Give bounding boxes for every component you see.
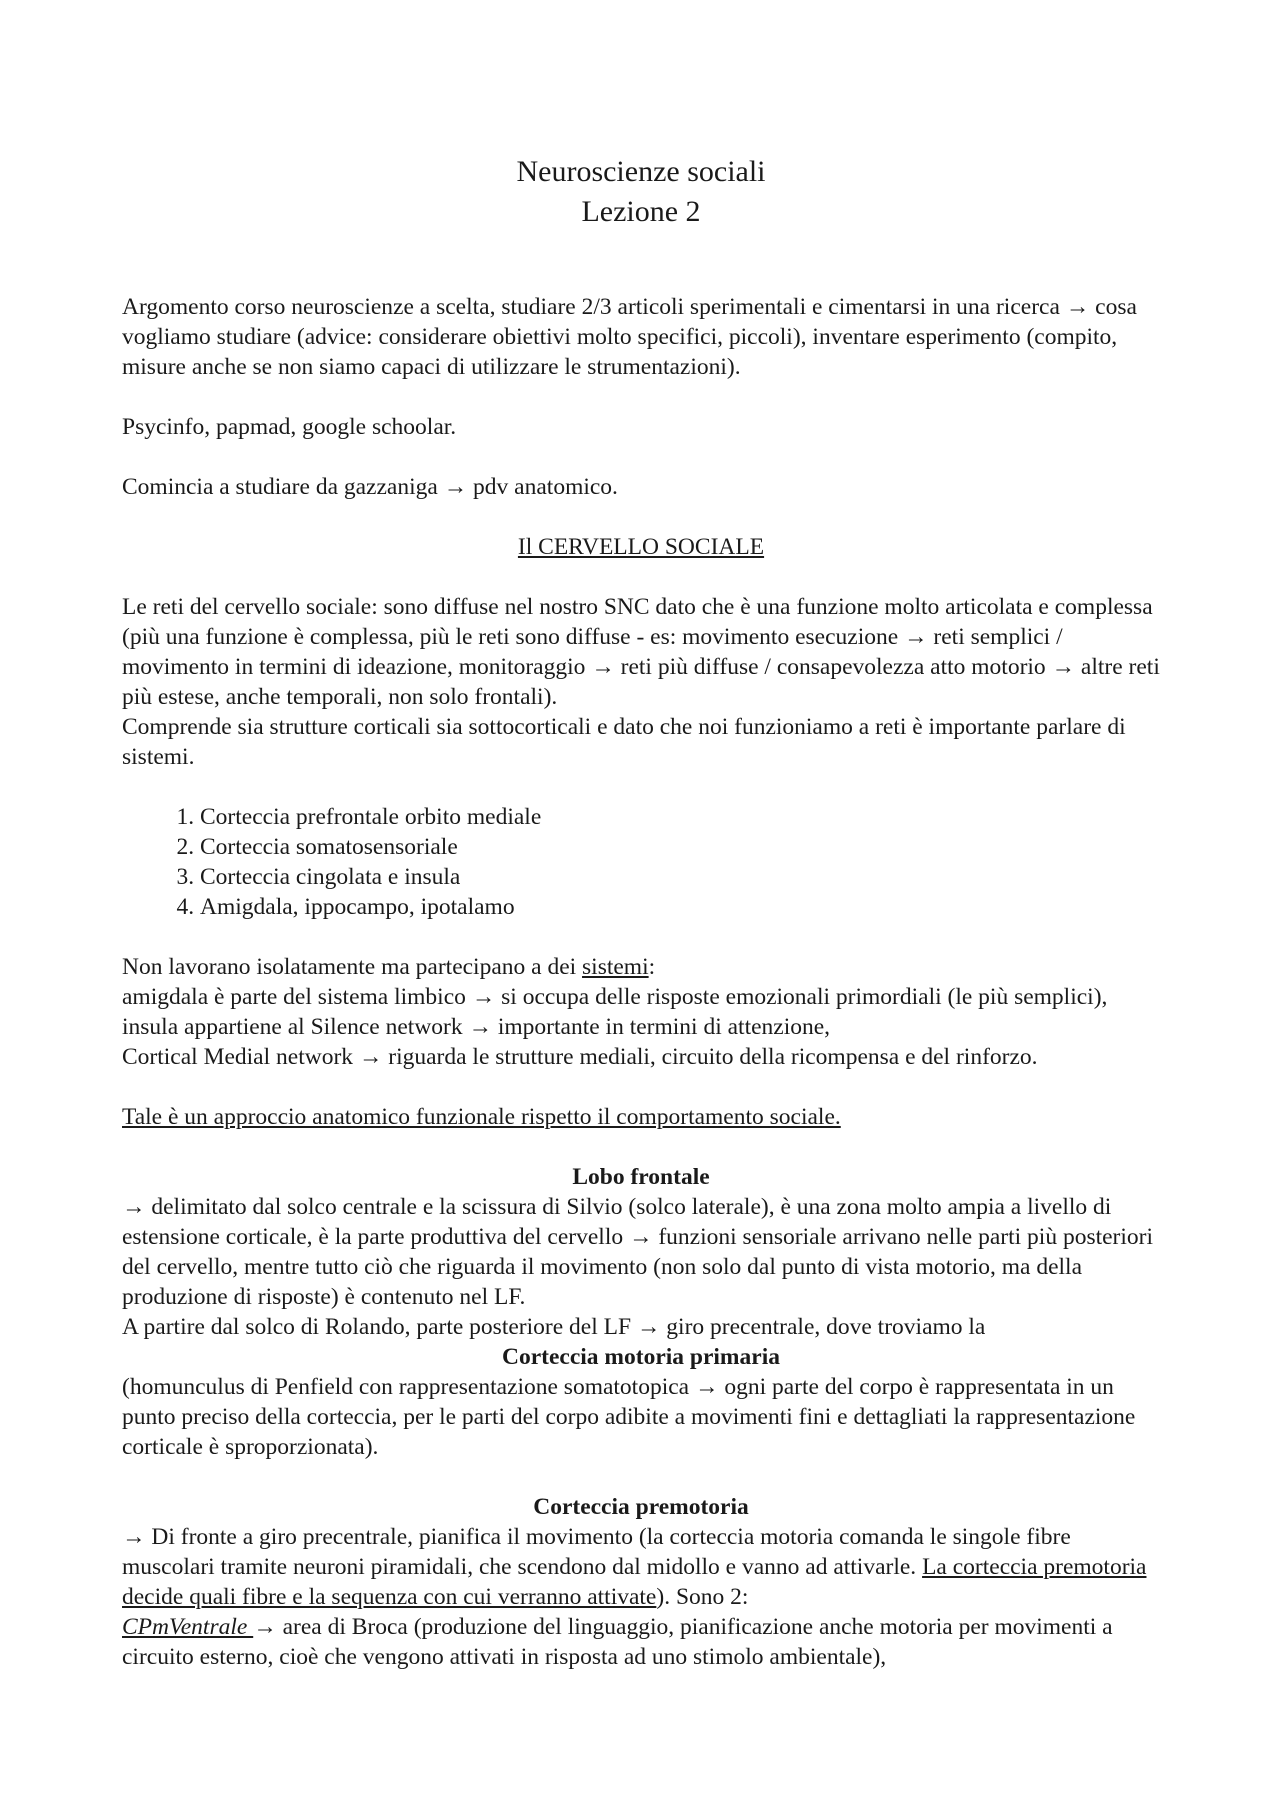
section-heading-frontal-lobe: Lobo frontale — [572, 1164, 710, 1190]
intro-paragraph-3: Comincia a studiare da gazzaniga → pdv anatomico. — [122, 474, 618, 500]
spacer — [122, 1462, 1160, 1492]
systems-intro — [122, 952, 1160, 982]
subheading-primary-motor-cortex: Corteccia motoria primaria — [502, 1344, 780, 1370]
list-item: 1. Corteccia prefrontale orbito mediale — [200, 802, 1160, 832]
brain-areas-list — [122, 802, 1160, 922]
intro-paragraph-1: Argomento corso neuroscienze a scelta, studiare 2/3 articoli sperimentali e cimentarsi in una ricerca → cosa vogliamo studiare (advice: considerare obiettivi molto specifici, piccoli), inventare esperimento (compito, misure anche se non siamo capaci di utilizzare le strumentazioni). — [122, 294, 1137, 380]
spacer — [122, 922, 1160, 952]
spacer — [122, 562, 1160, 592]
spacer — [122, 382, 1160, 412]
spacer — [122, 232, 1160, 292]
section-heading-social-brain — [122, 532, 1160, 562]
list-item: 2. Corteccia somatosensoriale — [200, 832, 1160, 862]
frontal-paragraph-3: (homunculus di Penfield con rappresentazione somatotopica → ogni parte del corpo è rappresentata in un punto preciso della corteccia, per le parti del corpo adibite a movimenti fini e dettagliati la rappresentazione corticale è sproporzionata). — [122, 1374, 1136, 1460]
section-heading-premotor-cortex: Corteccia premotoria — [533, 1494, 749, 1520]
spacer — [122, 502, 1160, 532]
systems-word: sistemi — [582, 954, 649, 980]
premotor-paragraph-2 — [122, 1612, 1160, 1672]
spacer — [122, 442, 1160, 472]
system-line-amygdala: amigdala è parte del sistema limbico → si occupa delle risposte emozionali primordiali (le più semplici), — [122, 984, 1108, 1010]
premotor-text: → Di fronte a giro precentrale, pianifica il movimento (la corteccia motoria comanda le singole fibre muscolari tramite neuroni piramidali, che scendono dal midollo e vanno ad attivarle. — [122, 1524, 1071, 1580]
system-line-insula: insula appartiene al Silence network → importante in termini di attenzione, — [122, 1014, 831, 1040]
premotor-paragraph-1 — [122, 1522, 1160, 1612]
system-line-cortical-medial: Cortical Medial network → riguarda le strutture mediali, circuito della ricompensa e del rinforzo. — [122, 1044, 1038, 1070]
systems-colon: : — [648, 954, 656, 980]
premotor-text-end: ). Sono 2: — [656, 1584, 749, 1610]
frontal-paragraph-2: A partire dal solco di Rolando, parte posteriore del LF → giro precentrale, dove troviamo la — [122, 1314, 986, 1340]
document-subtitle: Lezione 2 — [581, 195, 701, 228]
spacer — [122, 772, 1160, 802]
section-heading-text: Il CERVELLO SOCIALE — [517, 534, 765, 560]
approach-line — [122, 1102, 1160, 1132]
social-brain-paragraph-2: Comprende sia strutture corticali sia sottocorticali e dato che noi funzioniamo a reti è importante parlare di sistemi. — [122, 714, 1126, 770]
spacer — [122, 1072, 1160, 1102]
systems-intro-text: Non lavorano isolatamente ma partecipano a dei — [122, 954, 583, 980]
frontal-paragraph-1: → delimitato dal solco centrale e la scissura di Silvio (solco laterale), è una zona molto ampia a livello di estensione corticale, è la parte produttiva del cervello → funzioni sensoriale arrivano nelle parti più posteriori del cervello, mentre tutto ciò che riguarda il movimento (non solo dal punto di vista motorio, ma della produzione di risposte) è contenuto nel LF. — [122, 1194, 1154, 1310]
spacer — [122, 1132, 1160, 1162]
intro-paragraph-2: Psycinfo, papmad, google schoolar. — [122, 414, 457, 440]
approach-text: Tale è un approccio anatomico funzionale rispetto il comportamento sociale. — [122, 1104, 841, 1130]
list-item: 4. Amigdala, ippocampo, ipotalamo — [200, 892, 1160, 922]
list-item: 3. Corteccia cingolata e insula — [200, 862, 1160, 892]
premotor-underlined-text: La corteccia premotoria decide quali fibre e la sequenza con cui verranno attivate — [122, 1554, 1147, 1610]
social-brain-paragraph-1: Le reti del cervello sociale: sono diffuse nel nostro SNC dato che è una funzione molto articolata e complessa (più una funzione è complessa, più le reti sono diffuse - es: movimento esecuzione → reti semplici / movimento in termini di ideazione, monitoraggio → reti più diffuse / consapevolezza atto motorio → altre reti più estese, anche temporali, non solo frontali). — [122, 594, 1160, 710]
cpm-ventral-label: CPmVentrale — [122, 1614, 254, 1640]
document-title: Neuroscienze sociali — [516, 155, 766, 188]
cpm-ventral-text: → area di Broca (produzione del linguaggio, pianificazione anche motoria per movimenti a circuito esterno, cioè che vengono attivati in risposta ad uno stimolo ambientale), — [122, 1614, 1113, 1670]
